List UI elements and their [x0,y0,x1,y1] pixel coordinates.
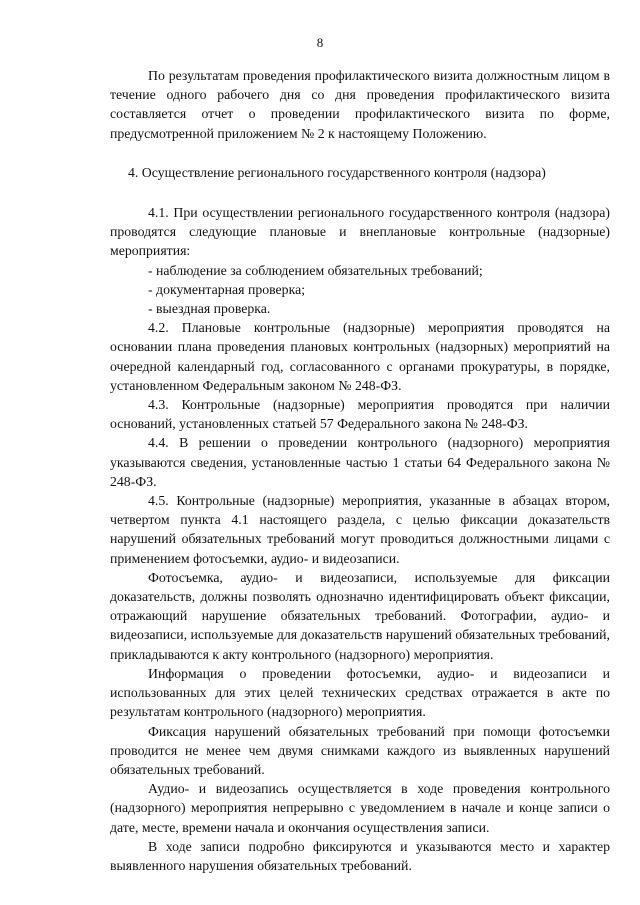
paragraph-photo-video: Фотосъемка, аудио- и видеозаписи, используемые для фиксации доказательств, должны позволять однозначно идентифицировать объект фиксации, отражающий нарушение обязательных требований. Фотографии, аудио- и видеозаписи, используемые для доказательств нарушений обязательных требований, прикладываются к акту контрольного (надзорного) мероприятия. [110,569,610,662]
paragraph-4-4: 4.4. В решении о проведении контрольного (надзорного) мероприятия указываются сведения, установленные частью 1 статьи 64 Федерального закона № 248-ФЗ. [110,435,610,489]
paragraph-visit-report: По результатам проведения профилактического визита должностным лицом в течение одного рабочего дня со дня проведения профилактического визита составляется отчет о проведении профилактического визита по форме, предусмотренной приложением № 2 к настоящему Положению. [110,68,610,141]
paragraph-recording-details: В ходе записи подробно фиксируются и указываются место и характер выявленного нарушения обязательных требований. [110,838,610,873]
section-heading: 4. Осуществление регионального государственного контроля (надзора) [128,164,546,180]
paragraph-audio-video: Аудио- и видеозапись осуществляется в ходе проведения контрольного (надзорного) мероприятия непрерывно с уведомлением в начале и конце записи о дате, месте, времени начала и окончания осуществления записи. [110,781,610,835]
paragraph-4-5: 4.5. Контрольные (надзорные) мероприятия, указанные в абзацах втором, четвертом пункта 4.1 настоящего раздела, с целью фиксации доказательств нарушений обязательных требований могут проводиться должностными лицами с применением фотосъемки, аудио- и видеозаписи. [110,493,610,566]
document-body [110,66,610,875]
paragraph-recording-info: Информация о проведении фотосъемки, аудио- и видеозаписи и использованных для этих целей технических средствах отражается в акте по результатам контрольного (надзорного) мероприятия. [110,665,610,720]
list-item-documentary-check: - документарная проверка; [148,281,306,297]
page-number: 8 [316,35,324,50]
paragraph-4-2: 4.2. Плановые контрольные (надзорные) мероприятия проводятся на основании плана проведения плановых контрольных (надзорных) мероприятий на очередной календарный год, согласованного с органами прокуратуры, в порядке, установленном Федеральным законом № 248-ФЗ. [110,320,610,393]
list-item-observation: - наблюдение за соблюдением обязательных требований; [148,262,483,278]
paragraph-4-1: 4.1. При осуществлении регионального государственного контроля (надзора) проводятся следующие плановые и внеплановые контрольные (надзорные) мероприятия: [110,205,610,259]
list-item-onsite-check: - выездная проверка. [148,301,271,317]
paragraph-4-3: 4.3. Контрольные (надзорные) мероприятия проводятся при наличии оснований, установленных статьей 57 Федерального закона № 248-ФЗ. [110,397,610,432]
paragraph-photo-fixation: Фиксация нарушений обязательных требований при помощи фотосъемки проводится не менее чем двумя снимками каждого из выявленных нарушений обязательных требований. [110,723,610,777]
